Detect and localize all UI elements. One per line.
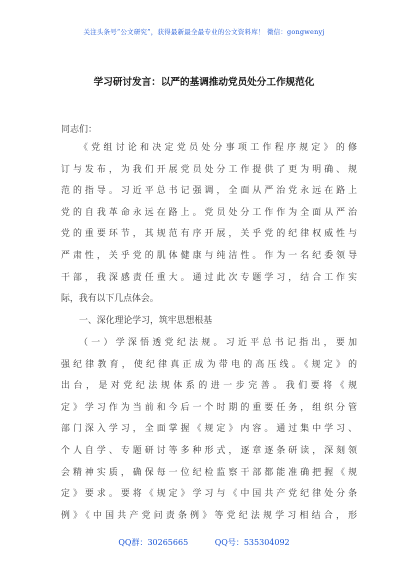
footer-qq-group: QQ群：30265665: [118, 538, 189, 547]
section-heading-text: 一、深化理论学习，筑牢思想根基: [79, 316, 213, 326]
paragraph-line: 干部，我深感责任重大。通过此次专题学习，结合工作实: [61, 272, 357, 283]
section-heading-1: [61, 311, 357, 333]
paragraph-line: （一）学深悟透党纪法规。习近平总书记指出，要加: [79, 338, 357, 348]
paragraph-line: 个人自学、专题研讨等多种形式，逐章逐条研读，深刻领: [61, 445, 357, 456]
paragraph-line: 党的自我革命永远在路上。党员处分工作作为全面从严治: [61, 207, 357, 218]
paragraph-line: 党的重要环节，其规范有序开展，关乎党的纪律权威性与: [61, 229, 357, 240]
paragraph-line: 强纪律教育，使纪律真正成为带电的高压线。《规定》的: [61, 359, 357, 370]
paragraph-intro: [61, 138, 357, 311]
document-title: 学习研讨发言：以严的基调推动党员处分工作规范化: [93, 77, 315, 88]
paragraph-line: 范的指导。习近平总书记强调，全面从严治党永远在路上: [61, 186, 357, 197]
paragraph-line: 《党组讨论和决定党员处分事项工作程序规定》的修: [79, 143, 357, 153]
paragraph-line: 定》要求。要将《规定》学习与《中国共产党纪律处分条: [61, 489, 357, 500]
header-banner: 关注头条号“公文研究”，获得最新最全最专业的公文资料库！ 微信：gongwenyj: [83, 28, 325, 36]
paragraph-section1: [61, 333, 357, 527]
paragraph-line: 定》学习作为当前和今后一个时期的重要任务，组织分管: [61, 402, 357, 413]
paragraph-line: 际，我有以下几点体会。: [61, 294, 159, 305]
paragraph-line: 出台，是对党纪法规体系的进一步完善。我们要将《规: [61, 381, 357, 392]
paragraph-line: 部门深入学习，全面掌握《规定》内容。通过集中学习、: [61, 424, 357, 435]
salutation: 同志们：: [61, 125, 98, 135]
footer-contact: [0, 537, 408, 548]
paragraph-line: 严肃性，关乎党的肌体健康与纯洁性。作为一名纪委领导: [61, 250, 357, 261]
paragraph-line: 例》《中国共产党问责条例》等党纪法规学习相结合，形: [61, 510, 357, 521]
paragraph-line: 订与发布，为我们开展党员处分工作提供了更为明确、规: [61, 164, 357, 175]
paragraph-line: 会精神实质，确保每一位纪检监察干部都能准确把握《规: [61, 467, 357, 478]
footer-qq: QQ号：535304092: [214, 538, 290, 547]
